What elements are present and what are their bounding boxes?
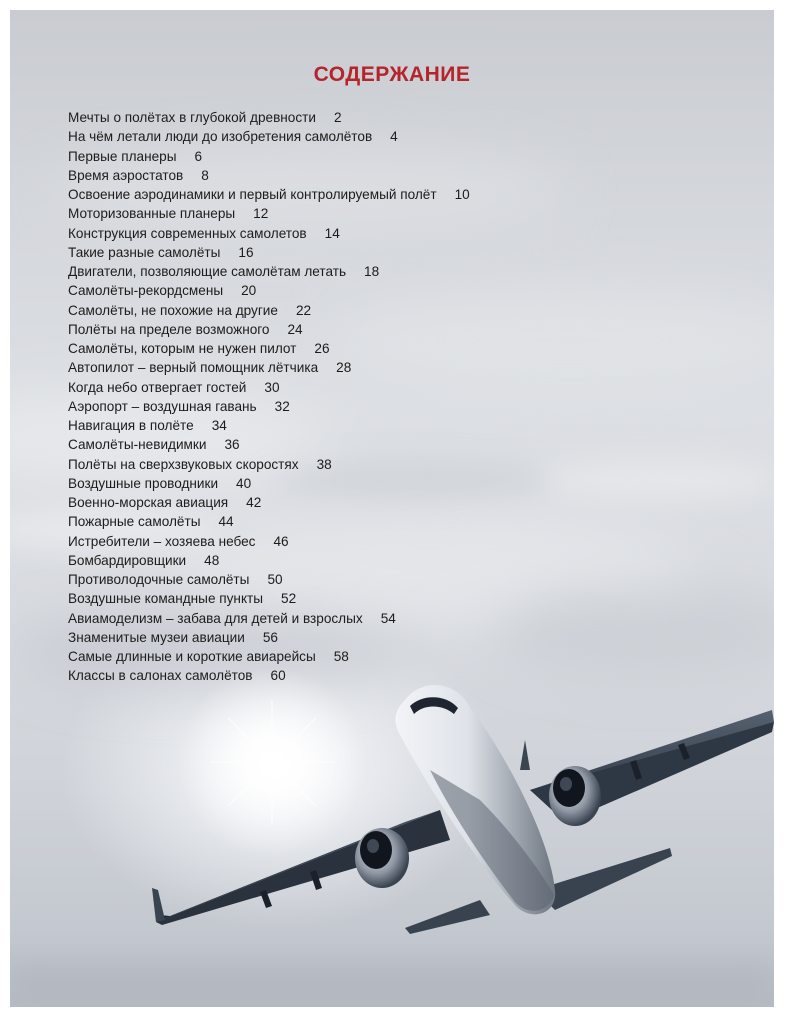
toc-entry-title: Конструкция современных самолетов bbox=[68, 225, 307, 241]
toc-entry-page-number: 42 bbox=[246, 495, 262, 510]
toc-entry-title: Противолодочные самолёты bbox=[68, 572, 250, 587]
toc-entry-title: Авиамоделизм – забава для детей и взрослых bbox=[68, 610, 363, 626]
toc-entry-page-number: 44 bbox=[218, 514, 234, 530]
toc-entry-title: Первые планеры bbox=[68, 148, 177, 164]
toc-entry-title: Полёты на сверхзвуковых скоростях bbox=[68, 456, 299, 472]
toc-entry-page-number: 22 bbox=[295, 302, 312, 318]
toc-entry-page-number: 8 bbox=[201, 167, 209, 183]
toc-entry-page-number: 12 bbox=[253, 206, 269, 222]
toc-entry-page-number: 52 bbox=[281, 591, 297, 607]
toc-entry-title: Время аэростатов bbox=[68, 167, 184, 183]
toc-entry-title: Истребители – хозяева небес bbox=[68, 533, 256, 549]
toc-entry-title: Воздушные проводники bbox=[68, 475, 219, 491]
toc-entry-title: Двигатели, позволяющие самолётам летать bbox=[68, 264, 347, 279]
toc-entry-title: Бомбардировщики bbox=[68, 552, 187, 568]
toc-entry-title: Воздушные командные пункты bbox=[68, 591, 264, 607]
toc-entry-page-number: 10 bbox=[454, 187, 470, 202]
toc-entry-page-number: 60 bbox=[270, 668, 286, 684]
toc-entry-page-number: 30 bbox=[264, 379, 280, 395]
toc-entry-page-number: 46 bbox=[273, 533, 289, 549]
toc-entry-page-number: 58 bbox=[333, 649, 349, 664]
toc-entry-page-number: 18 bbox=[364, 264, 380, 279]
toc-entry-title: Самолёты, не похожие на другие bbox=[68, 302, 278, 318]
toc-entry-page-number: 14 bbox=[324, 225, 340, 241]
page-title: СОДЕРЖАНИЕ bbox=[313, 63, 471, 86]
toc-entry-title: Классы в салонах самолётов bbox=[68, 668, 253, 684]
toc-entry-page-number: 6 bbox=[194, 148, 203, 164]
toc-entry-page-number: 24 bbox=[287, 321, 303, 337]
toc-entry-page-number: 54 bbox=[380, 610, 396, 626]
toc-entry-title: Аэропорт – воздушная гавань bbox=[68, 398, 257, 414]
toc-entry-title: На чём летали люди до изобретения самолётов bbox=[68, 129, 373, 145]
toc-entry-page-number: 16 bbox=[238, 244, 254, 260]
toc-entry-page-number: 26 bbox=[314, 341, 330, 356]
toc-entry-title: Пожарные самолёты bbox=[68, 514, 201, 530]
toc-entry-title: Самые длинные и короткие авиарейсы bbox=[68, 649, 316, 664]
toc-entry-page-number: 28 bbox=[336, 360, 352, 376]
toc-entry-page-number: 32 bbox=[274, 398, 290, 414]
toc-entry-page-number: 36 bbox=[224, 437, 240, 453]
toc-entry-title: Военно-морская авиация bbox=[68, 495, 229, 510]
toc-entry-title: Полёты на пределе возможного bbox=[68, 321, 270, 337]
toc-entry-page-number: 48 bbox=[204, 552, 220, 568]
airplane-image bbox=[10, 10, 774, 1007]
toc-entry-title: Когда небо отвергает гостей bbox=[68, 379, 247, 395]
toc-entry-page-number: 2 bbox=[333, 110, 342, 125]
toc-entry-title: Такие разные самолёты bbox=[68, 244, 221, 260]
toc-entry-page-number: 56 bbox=[262, 629, 278, 645]
book-page bbox=[10, 10, 774, 1007]
toc-entry-page-number: 38 bbox=[316, 456, 332, 472]
toc-entry-page-number: 20 bbox=[241, 283, 257, 299]
toc-entry-page-number: 40 bbox=[236, 475, 252, 491]
toc-entry-title: Навигация в полёте bbox=[68, 418, 194, 433]
toc-entry-title: Самолёты-рекордсмены bbox=[68, 283, 224, 299]
toc-entry-title: Знаменитые музеи авиации bbox=[68, 629, 245, 645]
toc-entry-page-number: 4 bbox=[390, 129, 398, 145]
toc-entry-title: Автопилот – верный помощник лётчика bbox=[68, 360, 319, 376]
toc-entry-title: Самолёты, которым не нужен пилот bbox=[68, 341, 297, 356]
toc-entry-title: Освоение аэродинамики и первый контролируемый полёт bbox=[68, 187, 437, 202]
toc-entry-page-number: 34 bbox=[211, 418, 227, 433]
toc-entry-title: Моторизованные планеры bbox=[68, 206, 236, 222]
toc-entry-title: Самолёты-невидимки bbox=[68, 437, 207, 453]
toc-entry-page-number: 50 bbox=[267, 572, 283, 587]
toc-entry-title: Мечты о полётах в глубокой древности bbox=[68, 110, 316, 125]
